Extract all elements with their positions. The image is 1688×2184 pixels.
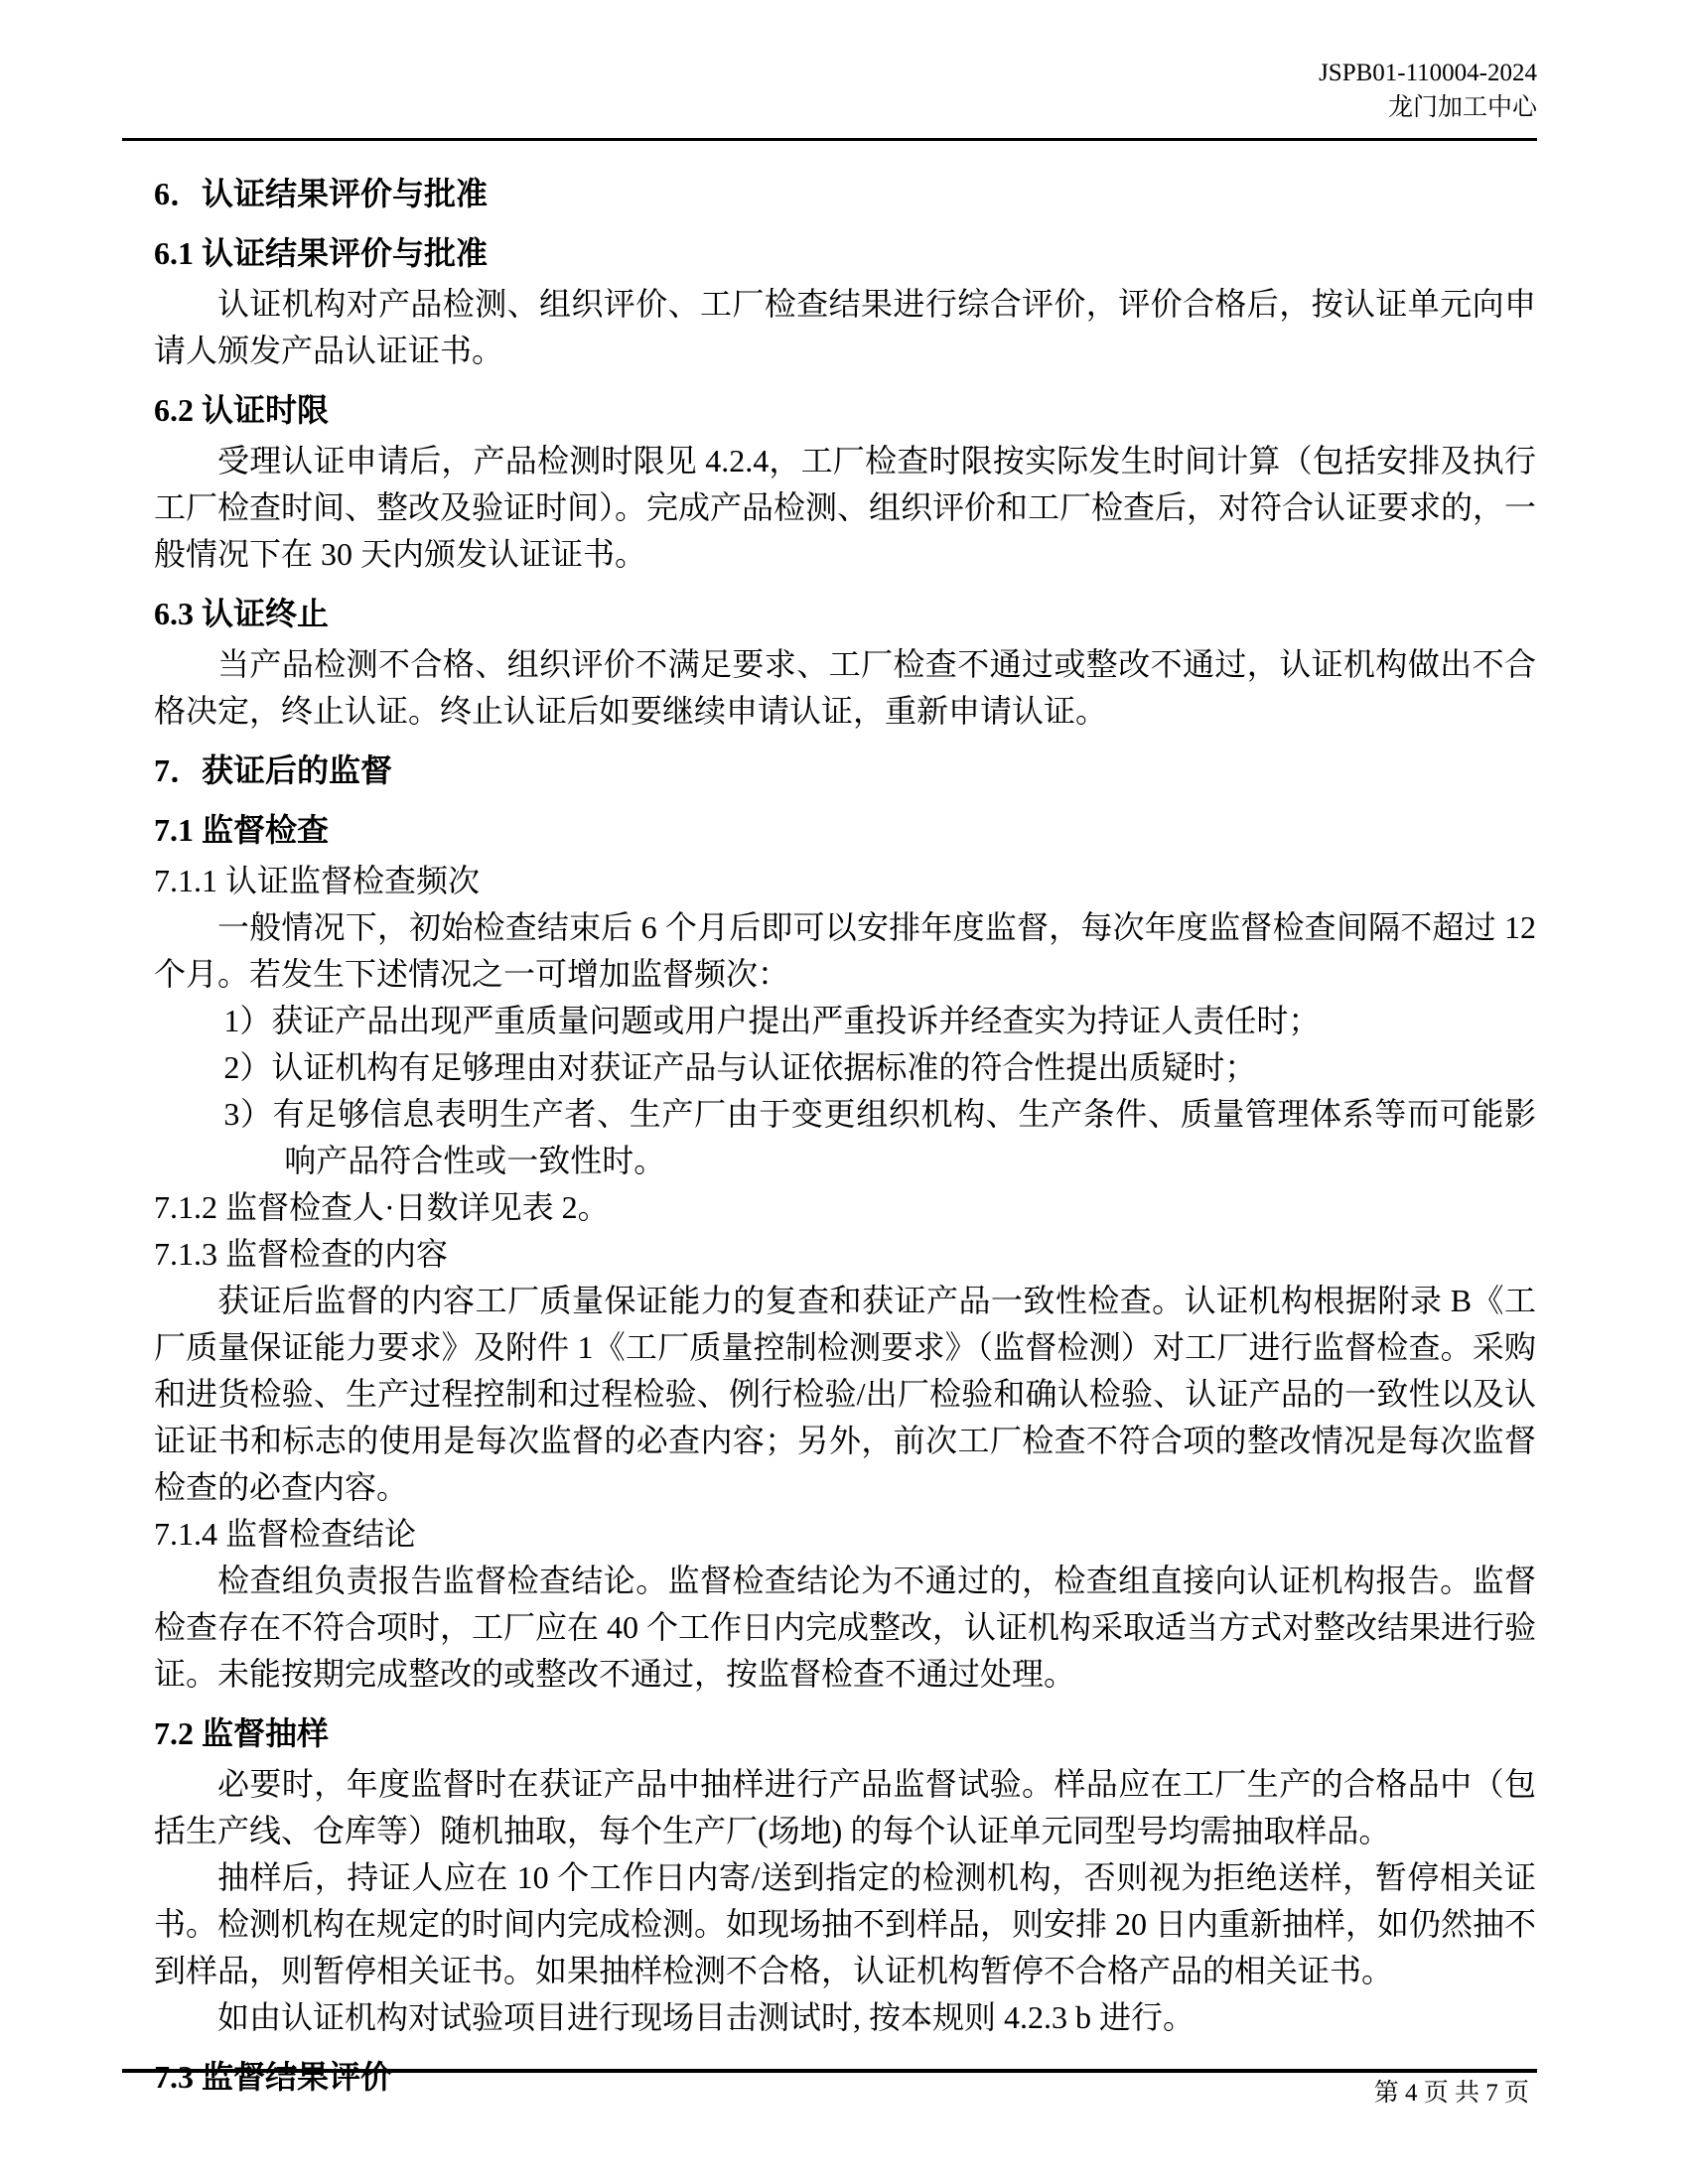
paragraph: 抽样后，持证人应在 10 个工作日内寄/送到指定的检测机构，否则视为拒绝送样，暂停相关证书。检测机构在规定的时间内完成检测。如现场抽不到样品，则安排 20 日内重新抽样，如仍然抽不到样品，则暂停相关证书。如果抽样检测不合格，认证机构暂停不合格产品的相关证书。	[154, 1859, 1537, 1988]
clause-heading: 7.1.2 监督检查人·日数详见表 2。	[154, 1189, 610, 1225]
subsection-heading: 7.3 监督结果评价	[154, 2059, 393, 2095]
section-heading: 7．获证后的监督	[154, 752, 393, 788]
document-number: JSPB01-110004-2024	[1319, 60, 1537, 86]
document-body	[154, 158, 1536, 2105]
section-heading: 6．认证结果评价与批准	[154, 176, 489, 211]
clause-heading: 7.1.3 监督检查的内容	[154, 1236, 449, 1272]
clause-heading: 7.1.1 认证监督检查频次	[154, 863, 481, 898]
page-number: 第 4 页 共 7 页	[1373, 2080, 1529, 2107]
paragraph: 获证后监督的内容工厂质量保证能力的复查和获证产品一致性检查。认证机构根据附录 B《工厂质量保证能力要求》及附件 1《工厂质量控制检测要求》（监督检测）对工厂进行监督检查。采购和进货检验、生产过程控制和过程检验、例行检验/出厂检验和确认检验、认证产品的一致性以及认证证书和标志的使用是每次监督的必查内容；另外，前次工厂检查不符合项的整改情况是每次监督检查的必查内容。	[154, 1283, 1536, 1505]
document-subtitle: 龙门加工中心	[1387, 94, 1537, 121]
list-item: 2）认证机构有足够理由对获证产品与认证依据标准的符合性提出质疑时；	[223, 1049, 1257, 1085]
subsection-heading: 6.2 认证时限	[154, 392, 330, 428]
paragraph: 检查组负责报告监督检查结论。监督检查结论为不通过的，检查组直接向认证机构报告。监督检查存在不符合项时，工厂应在 40 个工作日内完成整改，认证机构采取适当方式对整改结果进行验证。未能按期完成整改的或整改不通过，按监督检查不通过处理。	[154, 1563, 1537, 1692]
subsection-heading: 7.2 监督抽样	[154, 1715, 330, 1751]
clause-heading: 7.1.4 监督检查结论	[154, 1516, 417, 1552]
subsection-heading: 6.3 认证终止	[154, 596, 330, 631]
paragraph: 认证机构对产品检测、组织评价、工厂检查结果进行综合评价，评价合格后，按认证单元向申请人颁发产品认证证书。	[154, 286, 1536, 368]
paragraph: 一般情况下，初始检查结束后 6 个月后即可以安排年度监督，每次年度监督检查间隔不超过 12 个月。若发生下述情况之一可增加监督频次：	[154, 909, 1536, 992]
page-footer	[1374, 2077, 1529, 2111]
subsection-heading: 7.1 监督检查	[154, 812, 330, 848]
page-header	[1319, 56, 1537, 125]
header-rule	[122, 138, 1537, 141]
paragraph: 受理认证申请后，产品检测时限见 4.2.4，工厂检查时限按实际发生时间计算（包括安排及执行工厂检查时间、整改及验证时间）。完成产品检测、组织评价和工厂检查后，对符合认证要求的，一般情况下在 30 天内颁发认证证书。	[154, 443, 1537, 572]
list-item: 3）有足够信息表明生产者、生产厂由于变更组织机构、生产条件、质量管理体系等而可能影响产品符合性或一致性时。	[223, 1096, 1536, 1178]
list-item: 1）获证产品出现严重质量问题或用户提出严重投诉并经查实为持证人责任时；	[223, 1003, 1321, 1038]
subsection-heading: 6.1 认证结果评价与批准	[154, 235, 489, 271]
paragraph: 当产品检测不合格、组织评价不满足要求、工厂检查不通过或整改不通过，认证机构做出不合格决定，终止认证。终止认证后如要继续申请认证，重新申请认证。	[154, 646, 1536, 729]
paragraph: 必要时，年度监督时在获证产品中抽样进行产品监督试验。样品应在工厂生产的合格品中（包括生产线、仓库等）随机抽取，每个生产厂(场地) 的每个认证单元同型号均需抽取样品。	[154, 1766, 1536, 1848]
footer-rule	[122, 2069, 1537, 2073]
paragraph: 如由认证机构对试验项目进行现场目击测试时, 按本规则 4.2.3 b 进行。	[217, 1999, 1196, 2035]
